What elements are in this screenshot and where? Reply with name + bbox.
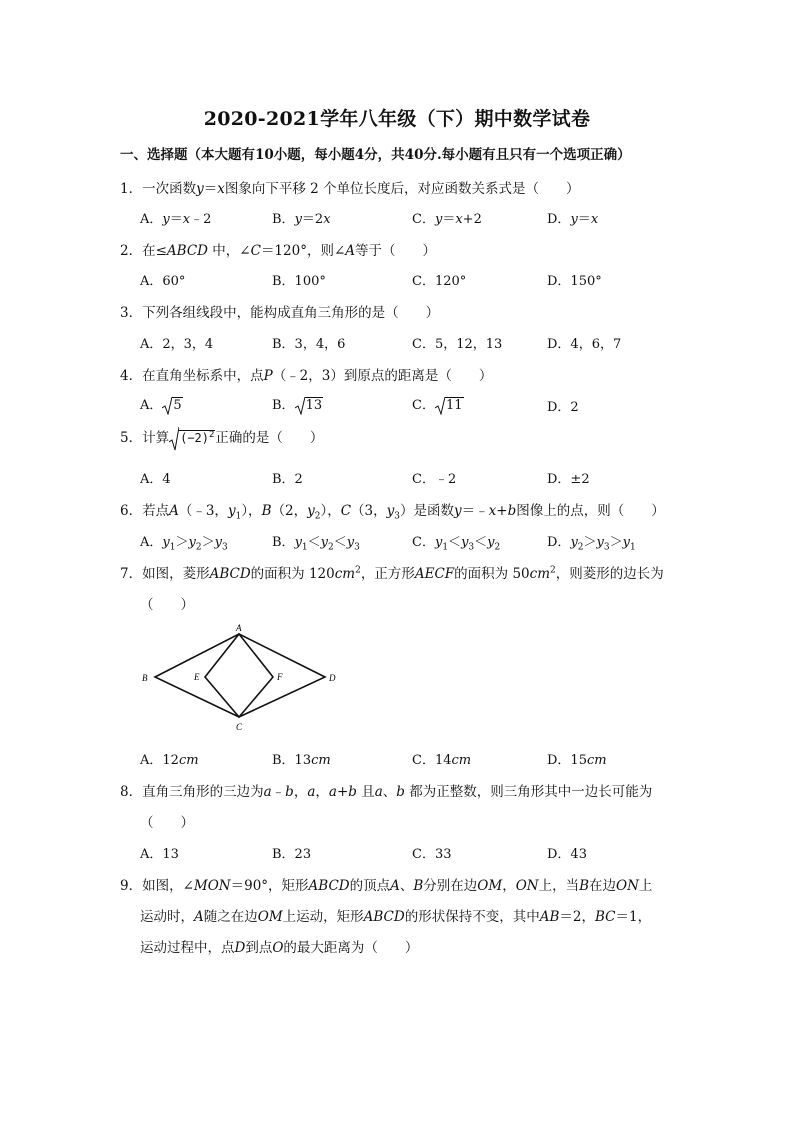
label-c: C [236,722,243,732]
q7-option-d: D．15cm [547,753,607,768]
q5-option-d: D．±2 [547,472,590,487]
sqrt-symbol: 13 [295,397,324,415]
q4-option-b: B． 13 [272,398,323,413]
geometry-diagram [135,622,345,737]
question-6: 6．若点A（﹣3，$y_1$），B（2，$y_2$），C（3，$y_3$）是函数y＝﹣x+b图像上的点，则（ ） [120,503,665,522]
q4-option-c: C． 11 [412,398,463,413]
rhombus-square-figure [135,622,345,737]
q7-option-a: A．12cm [140,753,199,768]
q4-option-d: D．2 [547,400,579,415]
q3-option-b: B．3，4，6 [272,337,346,352]
q8-paren: （ ） [140,815,194,831]
q8-option-a: A．13 [140,847,179,862]
q7-paren: （ ） [140,597,194,613]
label-b: B [142,673,148,683]
q2-option-a: A．60° [140,274,186,289]
sqrt-symbol: $(-2)^2$ [169,427,215,451]
sqrt-symbol: 11 [435,397,464,415]
q2-option-b: B．100° [272,274,326,289]
label-a: A [236,623,242,633]
label-d: D [329,673,336,683]
q2-option-c: C．120° [412,274,467,289]
q2-option-d: D．150° [547,274,602,289]
question-5: 5．计算 $(-2)^2$正确的是（ ） [120,426,323,451]
question-9-line-2: 运动时，A随之在边OM上运动，矩形ABCD的形状保持不变，其中AB＝2，BC＝1， [140,909,652,925]
q7-option-c: C．14cm [412,753,472,768]
q6-option-a: A．$y_1>y_2>y_3$ [140,535,228,553]
page-title: 2020-2021学年八年级（下）期中数学试卷 [203,108,591,130]
question-8: 8．直角三角形的三边为a﹣b，a，a+b 且a、b 都为正整数，则三角形其中一边长可能为 [120,784,653,800]
q8-option-b: B．23 [272,847,312,862]
q6-option-b: B．$y_1<y_2<y_3$ [272,535,360,553]
rhombus-abcd [155,634,325,717]
q8-option-c: C．33 [412,847,452,862]
q1-option-a: A．y＝x﹣2 [140,212,212,227]
question-9-line-3: 运动过程中，点D到点O的最大距离为（ ） [140,940,419,956]
q6-option-d: D．$y_2>y_3>y_1$ [547,535,636,553]
question-1: 1．一次函数y＝x图象向下平移 2 个单位长度后，对应函数关系式是（ ） [120,181,580,197]
q1-option-c: C．y＝x+2 [412,212,482,227]
q1-option-d: D．y＝x [547,212,599,227]
question-2: 2．在≤ABCD 中，∠C＝120°，则∠A等于（ ） [120,243,437,259]
q6-option-c: C．$y_1<y_3<y_2$ [412,535,501,553]
parallelogram-symbol: ≤ [155,243,167,259]
section-heading: 一、选择题（本大题有10小题，每小题4分，共40分.每小题有且只有一个选项正确） [120,147,631,163]
label-e: E [194,672,200,682]
q5-option-b: B．2 [272,472,303,487]
q3-option-d: D．4，6，7 [547,337,622,352]
q5-option-c: C．﹣2 [412,472,457,487]
question-3: 3．下列各组线段中，能构成直角三角形的是（ ） [120,305,440,321]
question-9-line-1: 9．如图，∠MON＝90°，矩形ABCD的顶点A、B分别在边OM，ON上，当B在边ON上 [120,878,653,894]
question-7: 7．如图，菱形ABCD的面积为 $120cm^2$，正方形AECF的面积为 $50cm^2$，则菱形的边长为 [120,565,664,582]
q3-option-a: A．2，3，4 [140,337,214,352]
q5-option-a: A．4 [140,472,171,487]
label-f: F [277,672,283,682]
q1-option-b: B．y＝2x [272,212,331,227]
q3-option-c: C．5，12，13 [412,337,503,352]
q4-option-a: A． 5 [140,398,182,413]
q8-option-d: D．43 [547,847,587,862]
sqrt-symbol: 5 [162,397,182,415]
question-4: 4．在直角坐标系中，点P（﹣2，3）到原点的距离是（ ） [120,368,493,384]
q7-option-b: B．13cm [272,753,331,768]
